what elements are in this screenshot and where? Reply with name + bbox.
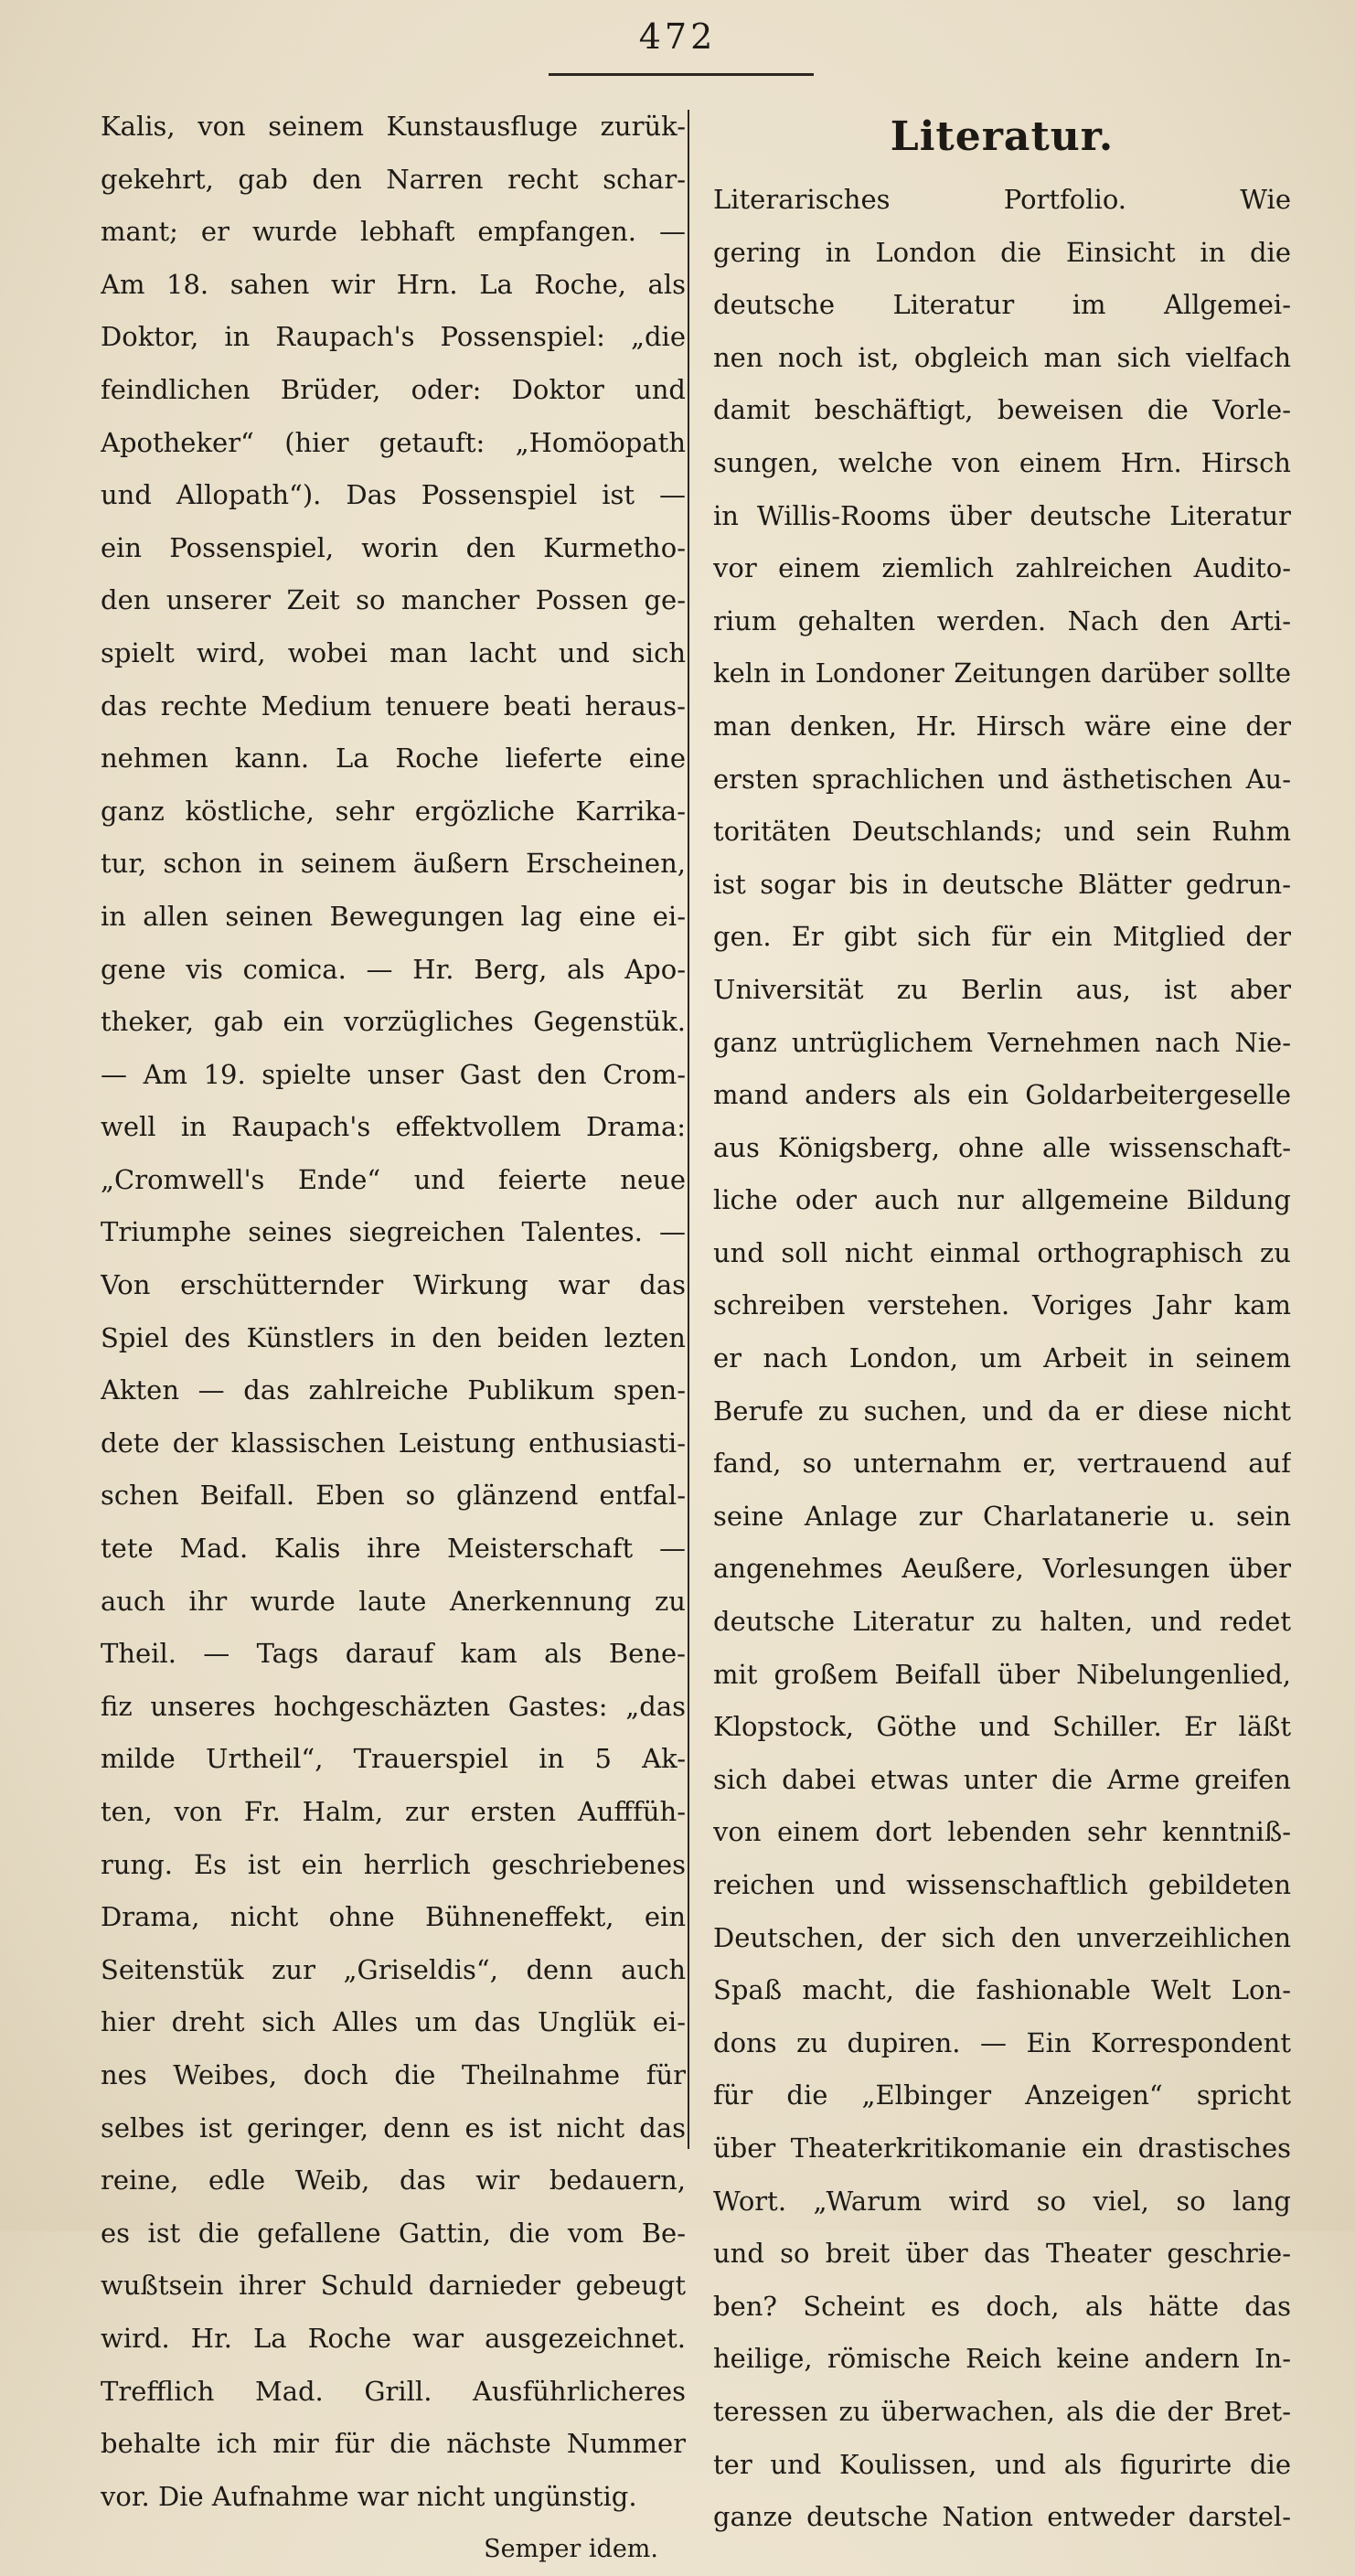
text-line: ter und Koulissen, und als figurirte die	[713, 2448, 1291, 2480]
text-line: tur, schon in seinem äußern Erscheinen,	[101, 848, 686, 880]
text-line: dete der klassischen Leistung enthusiasti-	[101, 1427, 686, 1459]
text-line: Universität zu Berlin aus, ist aber	[713, 973, 1291, 1005]
text-line: teressen zu überwachen, als die der Bret-	[713, 2395, 1291, 2427]
text-line: keln in Londoner Zeitungen darüber sollte	[713, 657, 1291, 689]
text-line: Akten — das zahlreiche Publikum spen-	[101, 1374, 686, 1406]
text-line: ben? Scheint es doch, als hätte das	[713, 2290, 1291, 2322]
text-line: ganz untrüglichem Vernehmen nach Nie-	[713, 1026, 1291, 1058]
text-line: ein Possenspiel, worin den Kurmetho-	[101, 531, 686, 563]
text-line: vor. Die Aufnahme war nicht ungünstig.	[101, 2480, 637, 2512]
text-line: well in Raupach's effektvollem Drama:	[101, 1111, 686, 1143]
text-line: nes Weibes, doch die Theilnahme für	[101, 2058, 686, 2090]
text-line: das rechte Medium tenuere beati heraus-	[101, 689, 686, 721]
text-line: und so breit über das Theater geschrie-	[713, 2238, 1291, 2270]
text-line: seine Anlage zur Charlatanerie u. sein	[713, 1500, 1291, 1532]
text-line: ten, von Fr. Halm, zur ersten Aufffüh-	[101, 1796, 686, 1827]
text-line: toritäten Deutschlands; und sein Ruhm	[713, 816, 1291, 848]
text-line: über Theaterkritikomanie ein drastisches	[713, 2132, 1291, 2164]
text-line: dons zu dupiren. — Ein Korrespondent	[713, 2026, 1291, 2058]
text-line: Wort. „Warum wird so viel, so lang	[713, 2185, 1291, 2217]
text-line: Seitenstük zur „Griseldis“, denn auch	[101, 1953, 686, 1985]
text-line: damit beschäftigt, beweisen die Vorle-	[713, 394, 1291, 426]
right-column	[713, 101, 1291, 2544]
text-line: wird. Hr. La Roche war ausgezeichnet.	[101, 2322, 686, 2354]
column-divider	[688, 110, 689, 2149]
text-line: reichen und wissenschaftlich gebildeten	[713, 1869, 1291, 1900]
text-line: heilige, römische Reich keine andern In-	[713, 2343, 1291, 2375]
text-line: Apotheker“ (hier getauft: „Homöopath	[101, 426, 686, 458]
text-line: es ist die gefallene Gattin, die vom Be-	[101, 2217, 686, 2249]
text-line: für die „Elbinger Anzeigen“ spricht	[713, 2079, 1291, 2111]
text-line: aus Königsberg, ohne alle wissenschaft-	[713, 1131, 1291, 1163]
text-line: Von erschütternder Wirkung war das	[101, 1269, 686, 1301]
signature: Semper idem.	[484, 2535, 658, 2564]
text-line: selbes ist geringer, denn es ist nicht das	[101, 2111, 686, 2143]
text-line: Klopstock, Göthe und Schiller. Er läßt	[713, 1711, 1291, 1743]
text-line: reine, edle Weib, das wir bedauern,	[101, 2164, 686, 2197]
text-line: behalte ich mir für die nächste Nummer	[101, 2428, 686, 2460]
text-line: mit großem Beifall über Nibelungenlied,	[713, 1658, 1291, 1690]
text-line: theker, gab ein vorzügliches Gegenstük.	[101, 1006, 686, 1038]
text-line: nehmen kann. La Roche lieferte eine	[101, 743, 686, 775]
text-line: ersten sprachlichen und ästhetischen Au-	[713, 763, 1291, 795]
text-line: gering in London die Einsicht in die	[713, 236, 1291, 268]
header-rule	[549, 73, 814, 76]
text-line: gen. Er gibt sich für ein Mitglied der	[713, 921, 1291, 953]
text-line: ganze deutsche Nation entweder darstel-	[713, 2501, 1291, 2533]
text-line: auch ihr wurde laute Anerkennung zu	[101, 1585, 686, 1617]
text-line: „Cromwell's Ende“ und feierte neue	[101, 1163, 686, 1195]
text-line: Kalis, von seinem Kunstausfluge zurük-	[101, 111, 686, 142]
text-line: rium gehalten werden. Nach den Arti-	[713, 604, 1291, 636]
text-line: Doktor, in Raupach's Possenspiel: „die	[101, 321, 686, 353]
text-line: Triumphe seines siegreichen Talentes. —	[101, 1216, 686, 1248]
text-line: spielt wird, wobei man lacht und sich	[101, 636, 686, 668]
text-line: tete Mad. Kalis ihre Meisterschaft —	[101, 1533, 686, 1565]
text-line: Berufe zu suchen, und da er diese nicht	[713, 1395, 1291, 1427]
text-line: nen noch ist, obgleich man sich vielfach	[713, 341, 1291, 373]
text-line: angenehmes Aeußere, Vorlesungen über	[713, 1553, 1291, 1585]
text-line: mand anders als ein Goldarbeitergeselle	[713, 1079, 1291, 1111]
text-line: man denken, Hr. Hirsch wäre eine der	[713, 710, 1291, 742]
text-line: in Willis-Rooms über deutsche Literatur	[713, 499, 1291, 531]
text-line: deutsche Literatur zu halten, und redet	[713, 1606, 1291, 1638]
text-line: gekehrt, gab den Narren recht schar-	[101, 163, 686, 195]
text-line: — Am 19. spielte unser Gast den Crom-	[101, 1058, 686, 1090]
text-line: Spiel des Künstlers in den beiden lezten	[101, 1321, 686, 1353]
text-line: sich dabei etwas unter die Arme greifen	[713, 1763, 1291, 1795]
text-line: fand, so unternahm er, vertrauend auf	[713, 1448, 1291, 1480]
text-line: mant; er wurde lebhaft empfangen. —	[101, 216, 686, 248]
text-line: feindlichen Brüder, oder: Doktor und	[101, 373, 686, 405]
text-line: hier dreht sich Alles um das Unglük ei-	[101, 2006, 686, 2038]
text-line: von einem dort lebenden sehr kenntniß-	[713, 1816, 1291, 1848]
text-line: und Allopath“). Das Possenspiel ist —	[101, 479, 686, 511]
text-line: Drama, nicht ohne Bühneneffekt, ein	[101, 1901, 686, 1933]
left-column	[101, 101, 686, 2576]
text-line: rung. Es ist ein herrlich geschriebenes	[101, 1848, 686, 1880]
text-line: liche oder auch nur allgemeine Bildung	[713, 1184, 1291, 1216]
text-line: Am 18. sahen wir Hrn. La Roche, als	[101, 268, 686, 300]
text-line: fiz unseres hochgeschäzten Gastes: „das	[101, 1690, 686, 1722]
section-title: Literatur.	[890, 113, 1115, 160]
text-line: schen Beifall. Eben so glänzend entfal-	[101, 1480, 686, 1512]
text-line: vor einem ziemlich zahlreichen Audito-	[713, 552, 1291, 584]
text-line: wußtsein ihrer Schuld darnieder gebeugt	[101, 2270, 686, 2302]
text-line: Literarisches Portfolio. Wie	[713, 184, 1291, 215]
text-line: in allen seinen Bewegungen lag eine ei-	[101, 900, 686, 932]
text-line: gene vis comica. — Hr. Berg, als Apo-	[101, 953, 686, 985]
text-line: deutsche Literatur im Allgemei-	[713, 289, 1291, 321]
text-line: ganz köstliche, sehr ergözliche Karrika-	[101, 795, 686, 827]
text-line: Deutschen, der sich den unverzeihlichen	[713, 1921, 1291, 1953]
text-line: milde Urtheil“, Trauerspiel in 5 Ak-	[101, 1743, 686, 1775]
text-line: Trefflich Mad. Grill. Ausführlicheres	[101, 2375, 686, 2407]
text-line: den unserer Zeit so mancher Possen ge-	[101, 584, 686, 616]
text-line: sungen, welche von einem Hrn. Hirsch	[713, 446, 1291, 478]
text-line: Spaß macht, die fashionable Welt Lon-	[713, 1974, 1291, 2006]
text-line: er nach London, um Arbeit in seinem	[713, 1342, 1291, 1374]
text-line: und soll nicht einmal orthographisch zu	[713, 1236, 1291, 1268]
text-line: Theil. — Tags darauf kam als Bene-	[101, 1638, 686, 1670]
text-line: schreiben verstehen. Voriges Jahr kam	[713, 1289, 1291, 1321]
page-number: 472	[638, 16, 717, 57]
text-line: ist sogar bis in deutsche Blätter gedrun-	[713, 868, 1291, 900]
